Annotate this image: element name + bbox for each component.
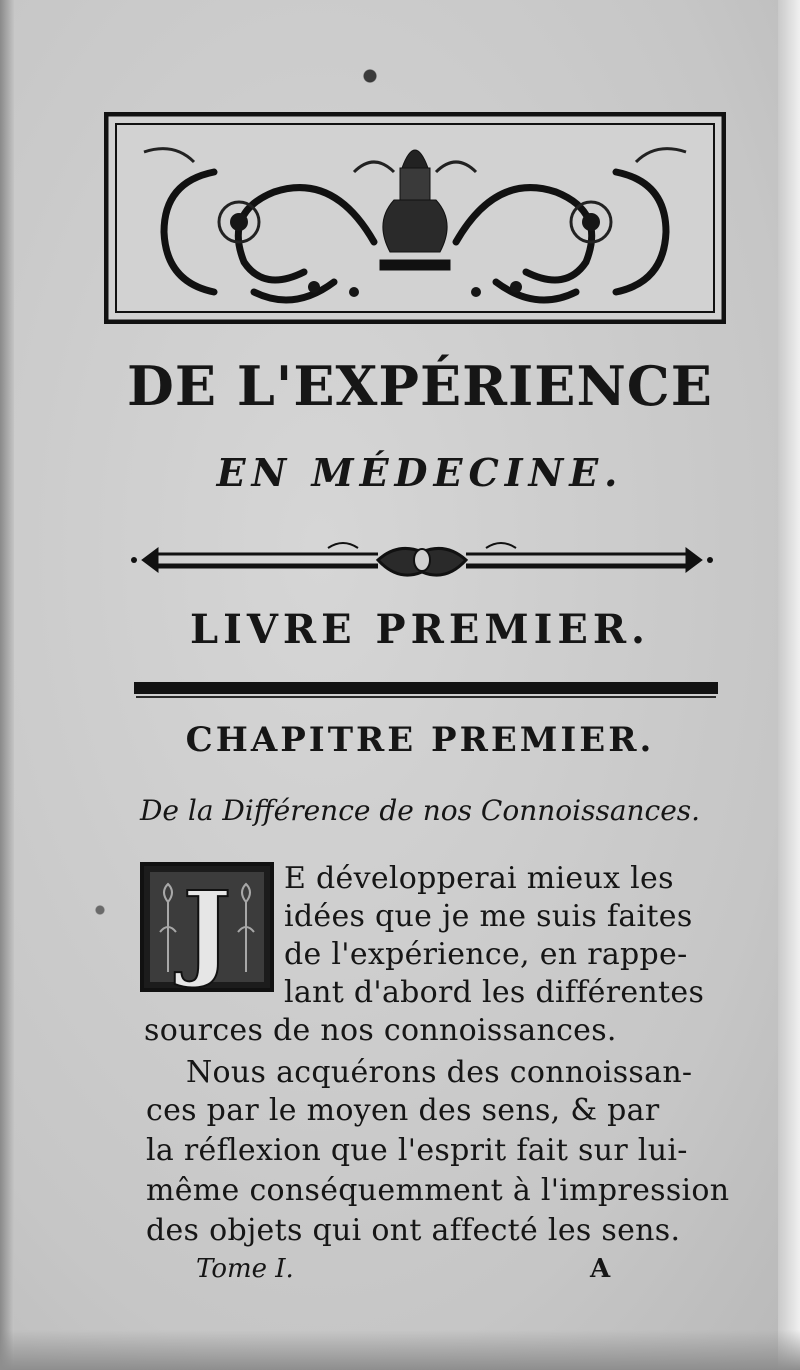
chapter-heading: CHAPITRE PREMIER.: [185, 720, 655, 760]
ornamental-rule: [128, 538, 716, 586]
page-edge-left: [0, 0, 14, 1370]
page-bottom-shadow: [0, 1330, 800, 1370]
paragraph-line: Nous acquérons des connoissan-: [186, 1055, 693, 1090]
ornamental-headpiece: [104, 112, 726, 324]
paragraph-line: même conséquemment à l'impression: [146, 1173, 730, 1208]
paragraph-line: lant d'abord les différentes: [284, 975, 705, 1010]
dropcap-letter: J: [182, 868, 232, 991]
dropcap-initial: [140, 862, 274, 992]
paragraph-line: sources de nos connoissances.: [144, 1013, 617, 1048]
paragraph-line: de l'expérience, en rappe-: [284, 937, 688, 972]
paragraph-line: E développerai mieux les: [284, 861, 674, 896]
paragraph-line: des objets qui ont affecté les sens.: [146, 1213, 681, 1248]
volume-label: Tome I.: [196, 1254, 294, 1284]
paragraph-line: la réflexion que l'esprit fait sur lui-: [146, 1133, 688, 1168]
page-edge-right: [778, 0, 800, 1370]
chapter-subtitle: De la Différence de nos Connoissances.: [139, 794, 701, 827]
book-heading: LIVRE PREMIER.: [190, 606, 650, 653]
paragraph-line: idées que je me suis faites: [284, 899, 693, 934]
page-title: DE L'EXPÉRIENCE: [127, 354, 713, 418]
thick-rule: [134, 682, 718, 694]
signature-mark: A: [590, 1254, 611, 1284]
page-subtitle: EN MÉDECINE.: [216, 450, 624, 495]
paragraph-line: ces par le moyen des sens, & par: [146, 1093, 660, 1128]
